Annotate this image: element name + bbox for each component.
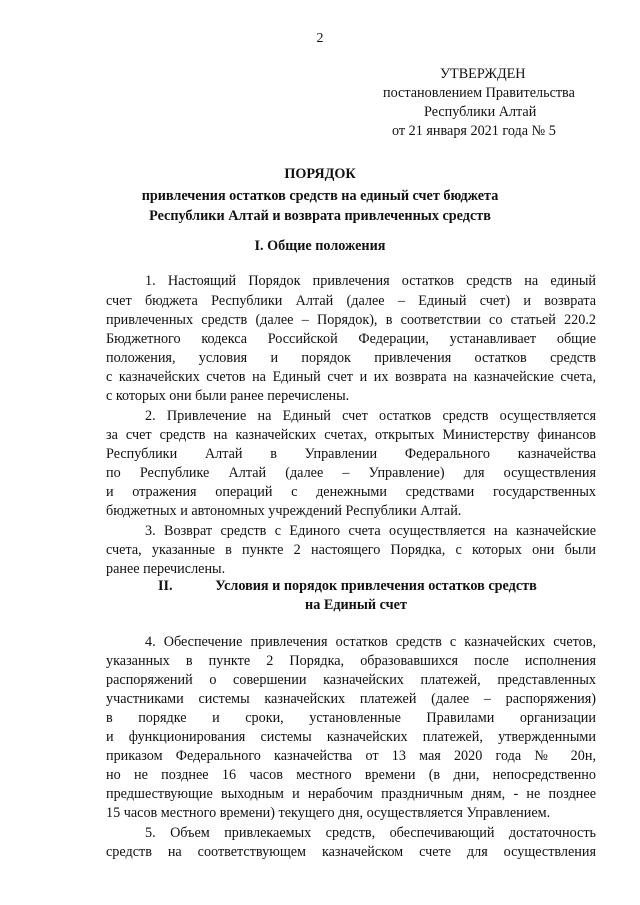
paragraph-line: Республики Алтай в Управлении Федерального казначейства [106, 446, 596, 462]
paragraph-line: бюджетных и автономных учреждений Республики Алтай. [106, 503, 462, 519]
paragraph-line: и функционирования системы казначейских платежей, утвержденными [106, 729, 596, 745]
section-2-heading-line1: Условия и порядок привлечения остатков средств [215, 578, 537, 594]
paragraph-line: 4. Обеспечение привлечения остатков средств с казначейских счетов, [145, 634, 596, 650]
section-2-number: II. [158, 578, 173, 594]
paragraph-line: средств на соответствующем казначейском счете для осуществления [106, 844, 596, 860]
approval-heading: УТВЕРЖДЕН [440, 66, 526, 82]
paragraph-line: за счет средств на казначейских счетах, открытых Министерству финансов [106, 427, 596, 443]
document-subtitle-line1: привлечения остатков средств на единый счет бюджета [141, 188, 499, 204]
document-title: ПОРЯДОК [284, 166, 356, 182]
paragraph-line: 1. Настоящий Порядок привлечения остатков средств на единый [145, 273, 596, 289]
paragraph-line: Бюджетного кодекса Российской Федерации, устанавливает общие [106, 331, 596, 347]
section-1-heading: I. Общие положения [254, 238, 386, 254]
paragraph-line: но не позднее 16 часов местного времени (в дни, непосредственно [106, 767, 596, 783]
paragraph-line: 5. Объем привлекаемых средств, обеспечивающий достаточность [145, 825, 596, 841]
approval-republic: Республики Алтай [424, 104, 537, 120]
paragraph-line: и отражения операций с денежными средствами государственных [106, 484, 596, 500]
paragraph-line: распоряжений о совершении казначейских платежей, представленных [106, 672, 596, 688]
paragraph-line: по Республике Алтай (далее – Управление) для осуществления [106, 465, 596, 481]
paragraph-line: 2. Привлечение на Единый счет остатков средств осуществляется [145, 408, 596, 424]
paragraph-line: положения, условия и порядок привлечения остатков средств [106, 350, 596, 366]
paragraph-line: приказом Федерального казначейства от 13 мая 2020 года № 20н, [106, 748, 596, 764]
paragraph-line: указанных в пункте 2 Порядка, образовавшихся после исполнения [106, 653, 596, 669]
paragraph-line: с которых они были ранее перечислены. [106, 388, 350, 404]
paragraph-line: участниками системы казначейских платежей (далее – распоряжения) [106, 691, 596, 707]
section-2-heading-line2: на Единый счет [305, 597, 407, 613]
paragraph-line: с казначейских счетов на Единый счет и их возврата на казначейские счета, [106, 369, 596, 385]
paragraph-line: ранее перечислены. [106, 561, 226, 577]
paragraph-line: счета, указанные в пункте 2 настоящего Порядка, с которых они были [106, 542, 596, 558]
approval-date: от 21 января 2021 года № 5 [392, 123, 556, 139]
document-subtitle-line2: Республики Алтай и возврата привлеченных средств [149, 208, 491, 224]
paragraph-line: счет бюджета Республики Алтай (далее – Единый счет) и возврата [106, 293, 596, 309]
paragraph-line: 3. Возврат средств с Единого счета осуществляется на казначейские [145, 523, 596, 539]
page-number: 2 [316, 31, 324, 46]
paragraph-line: 15 часов местного времени) текущего дня, осуществляется Управлением. [106, 805, 551, 821]
approval-decree: постановлением Правительства [383, 85, 575, 101]
paragraph-line: привлеченных средств (далее – Порядок), в соответствии со статьей 220.2 [106, 312, 596, 328]
paragraph-line: предшествующие выходным и нерабочим праздничным дням, - не позднее [106, 786, 596, 802]
paragraph-line: в порядке и сроки, установленные Правилами организации [106, 710, 596, 726]
